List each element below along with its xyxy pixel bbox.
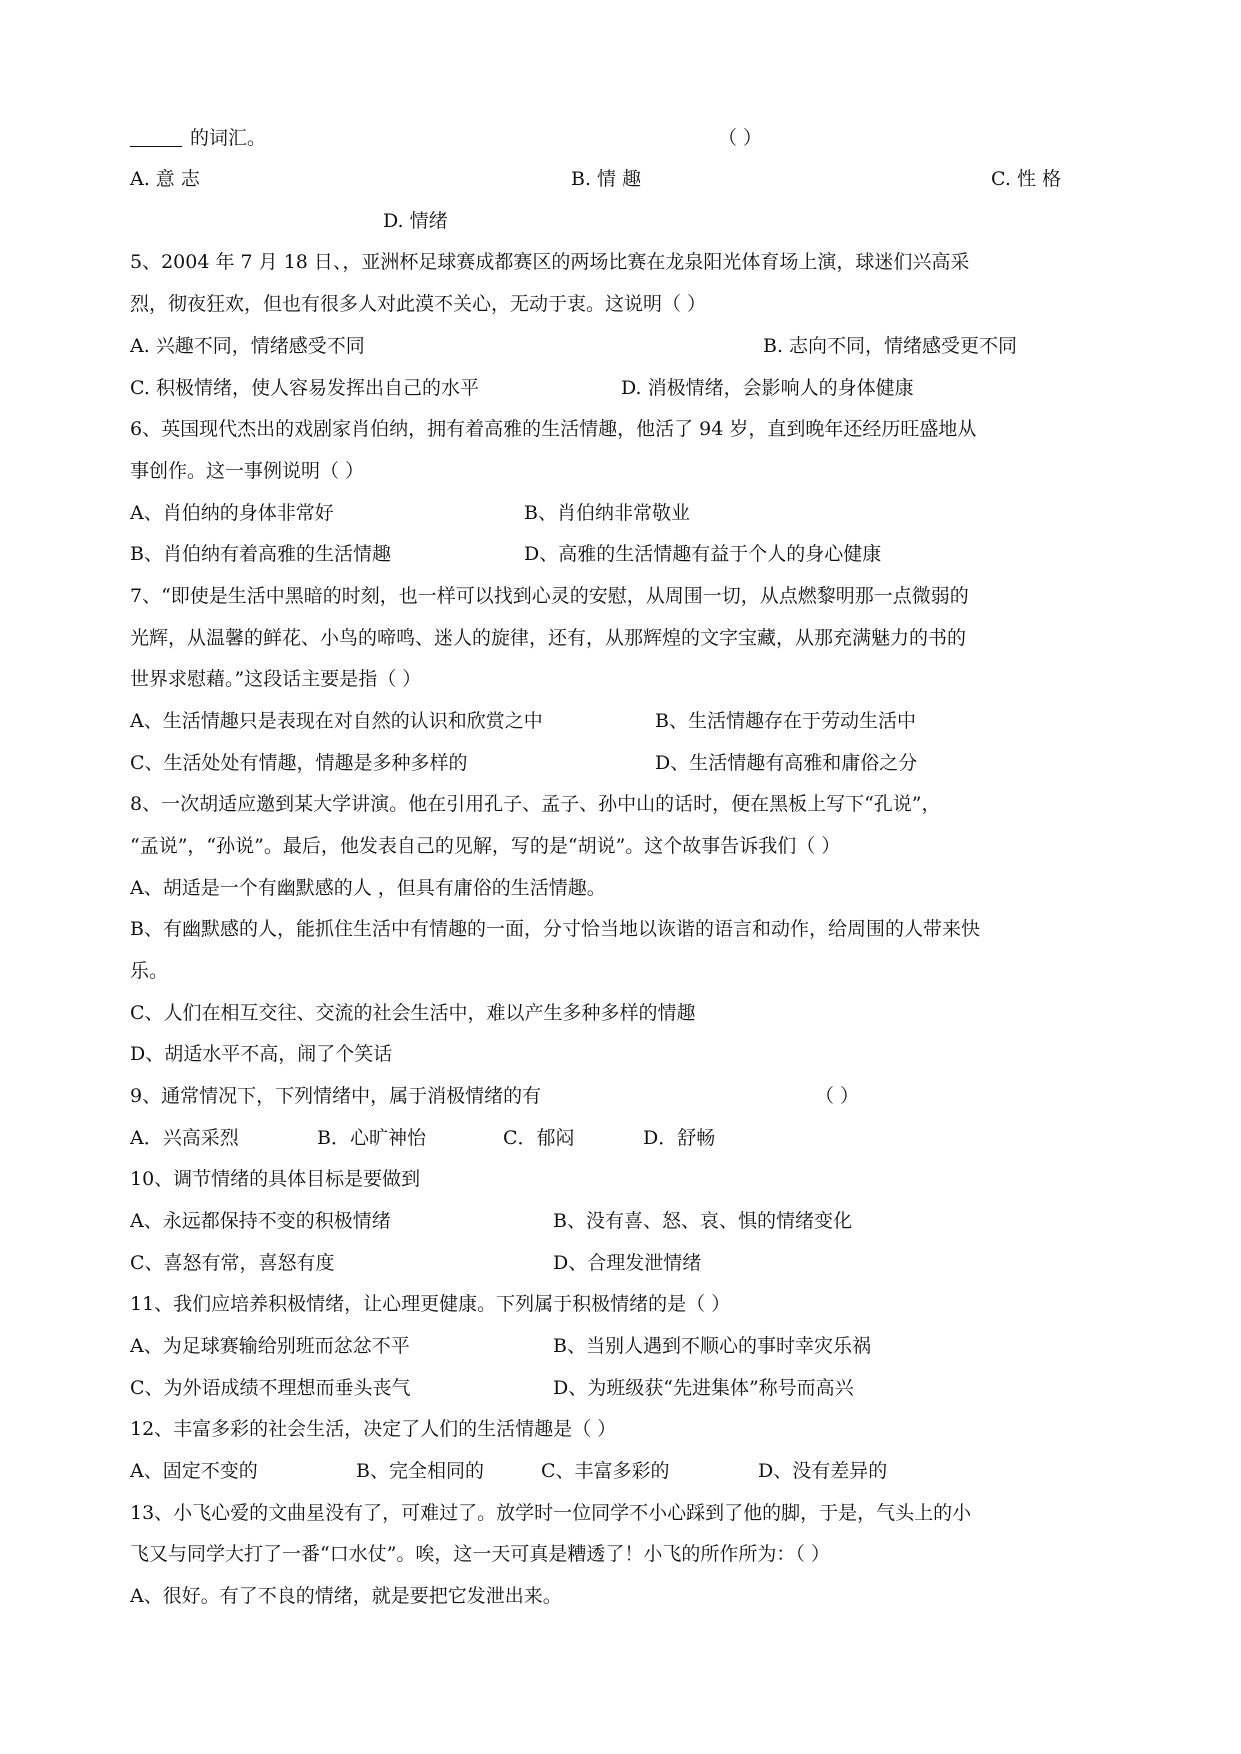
q11-option-b: B、当别人遇到不顺心的事时幸灾乐祸: [553, 1335, 871, 1357]
q10-stem: 10、调节情绪的具体目标是要做到: [130, 1168, 421, 1190]
q12-stem: 12、丰富多彩的社会生活，决定了人们的生活情趣是（ ）: [130, 1418, 617, 1440]
q8-stem-line1: 8、一次胡适应邀到某大学讲演。他在引用孔子、孟子、孙中山的话时，便在黑板上写下“孔说”，: [130, 793, 941, 815]
q9-option-b: B．心旷神怡: [317, 1127, 426, 1149]
q11-option-c: C、为外语成绩不理想而垂头丧气: [130, 1377, 411, 1399]
q9-option-a: A．兴高采烈: [130, 1127, 239, 1149]
q7-option-d: D、生活情趣有高雅和庸俗之分: [655, 752, 918, 774]
q4-stem-tail: 的词汇。: [130, 125, 266, 151]
q7-option-a: A、生活情趣只是表现在对自然的认识和欣赏之中: [130, 710, 543, 732]
q5-option-a: A. 兴趣不同，情绪感受不同: [130, 335, 365, 357]
q12-option-a: A、固定不变的: [130, 1460, 258, 1482]
q13-stem-line1: 13、小飞心爱的文曲星没有了，可难过了。放学时一位同学不小心踩到了他的脚，于是，气头上的小: [130, 1502, 972, 1524]
q4-option-c: C. 性 格: [991, 168, 1061, 190]
q4-option-a: A. 意 志: [130, 168, 200, 190]
q7-stem-line1: 7、“即使是生活中黑暗的时刻，也一样可以找到心灵的安慰，从周围一切，从点燃黎明那一点微弱的: [130, 585, 969, 607]
q9-answer-paren: （ ）: [815, 1085, 860, 1107]
q8-option-b-line2: 乐。: [130, 960, 169, 982]
q10-option-b: B、没有喜、怒、哀、惧的情绪变化: [553, 1210, 852, 1232]
q6-option-b: B、肖伯纳非常敬业: [524, 502, 690, 524]
q13-stem-line2: 飞又与同学大打了一番“口水仗”。唉，这一天可真是糟透了！小飞的所作所为：（ ）: [130, 1543, 830, 1565]
q12-option-b: B、完全相同的: [356, 1460, 484, 1482]
q11-option-d: D、为班级获“先进集体”称号而高兴: [553, 1377, 854, 1399]
q5-option-d: D. 消极情绪，会影响人的身体健康: [621, 377, 914, 399]
q12-option-c: C、丰富多彩的: [541, 1460, 670, 1482]
q7-stem-line2: 光辉，从温馨的鲜花、小鸟的啼鸣、迷人的旋律，还有，从那辉煌的文字宝藏，从那充满魅力的书的: [130, 627, 967, 649]
q10-option-c: C、喜怒有常，喜怒有度: [130, 1252, 335, 1274]
q12-option-d: D、没有差异的: [758, 1460, 888, 1482]
q9-stem: 9、通常情况下，下列情绪中，属于消极情绪的有: [130, 1085, 542, 1107]
q5-stem-line1: 5、2004 年 7 月 18 日、，亚洲杯足球赛成都赛区的两场比赛在龙泉阳光体育场上演，球迷们兴高采: [130, 251, 970, 273]
q4-option-b: B. 情 趣: [571, 168, 642, 190]
q6-option-c: B、肖伯纳有着高雅的生活情趣: [130, 543, 391, 565]
q11-stem: 11、我们应培养积极情绪，让心理更健康。下列属于积极情绪的是（ ）: [130, 1293, 731, 1315]
q7-option-b: B、生活情趣存在于劳动生活中: [655, 710, 916, 732]
q10-option-a: A、永远都保持不变的积极情绪: [130, 1210, 391, 1232]
q6-option-d: D、高雅的生活情趣有益于个人的身心健康: [524, 543, 882, 565]
q13-option-a: A、很好。有了不良的情绪，就是要把它发泄出来。: [130, 1585, 562, 1607]
q8-option-c: C、人们在相互交往、交流的社会生活中，难以产生多种多样的情趣: [130, 1002, 696, 1024]
q6-stem-line1: 6、英国现代杰出的戏剧家肖伯纳，拥有着高雅的生活情趣，他活了 94 岁，直到晚年还经历旺盛地从: [130, 418, 977, 440]
q11-option-a: A、为足球赛输给别班而忿忿不平: [130, 1335, 410, 1357]
q9-option-c: C．郁闷: [503, 1127, 575, 1149]
q4-option-d: D. 情绪: [383, 210, 448, 232]
q9-option-d: D．舒畅: [643, 1127, 716, 1149]
q7-option-c: C、生活处处有情趣，情趣是多种多样的: [130, 752, 468, 774]
q7-stem-line3: 世界求慰藉。”这段话主要是指（ ）: [130, 668, 422, 690]
q4-answer-paren: （ ）: [718, 127, 763, 149]
q8-option-a: A、胡适是一个有幽默感的人 ，但具有庸俗的生活情趣。: [130, 877, 606, 899]
q8-stem-line2: “孟说”，“孙说”。最后，他发表自己的见解，写的是“胡说”。这个故事告诉我们（ ）: [130, 835, 841, 857]
answer-blank: [130, 128, 182, 147]
q6-stem-line2: 事创作。这一事例说明（ ）: [130, 460, 365, 482]
q8-option-d: D、胡适水平不高，闹了个笑话: [130, 1043, 393, 1065]
q5-option-b: B. 志向不同，情绪感受更不同: [763, 335, 1018, 357]
q8-option-b-line1: B、有幽默感的人，能抓住生活中有情趣的一面，分寸恰当地以诙谐的语言和动作，给周围的人带来快: [130, 918, 980, 940]
q10-option-d: D、合理发泄情绪: [553, 1252, 702, 1274]
q6-option-a: A、肖伯纳的身体非常好: [130, 502, 334, 524]
q5-option-c: C. 积极情绪，使人容易发挥出自己的水平: [130, 377, 479, 399]
q5-stem-line2: 烈，彻夜狂欢，但也有很多人对此漠不关心，无动于衷。这说明（ ）: [130, 293, 707, 315]
